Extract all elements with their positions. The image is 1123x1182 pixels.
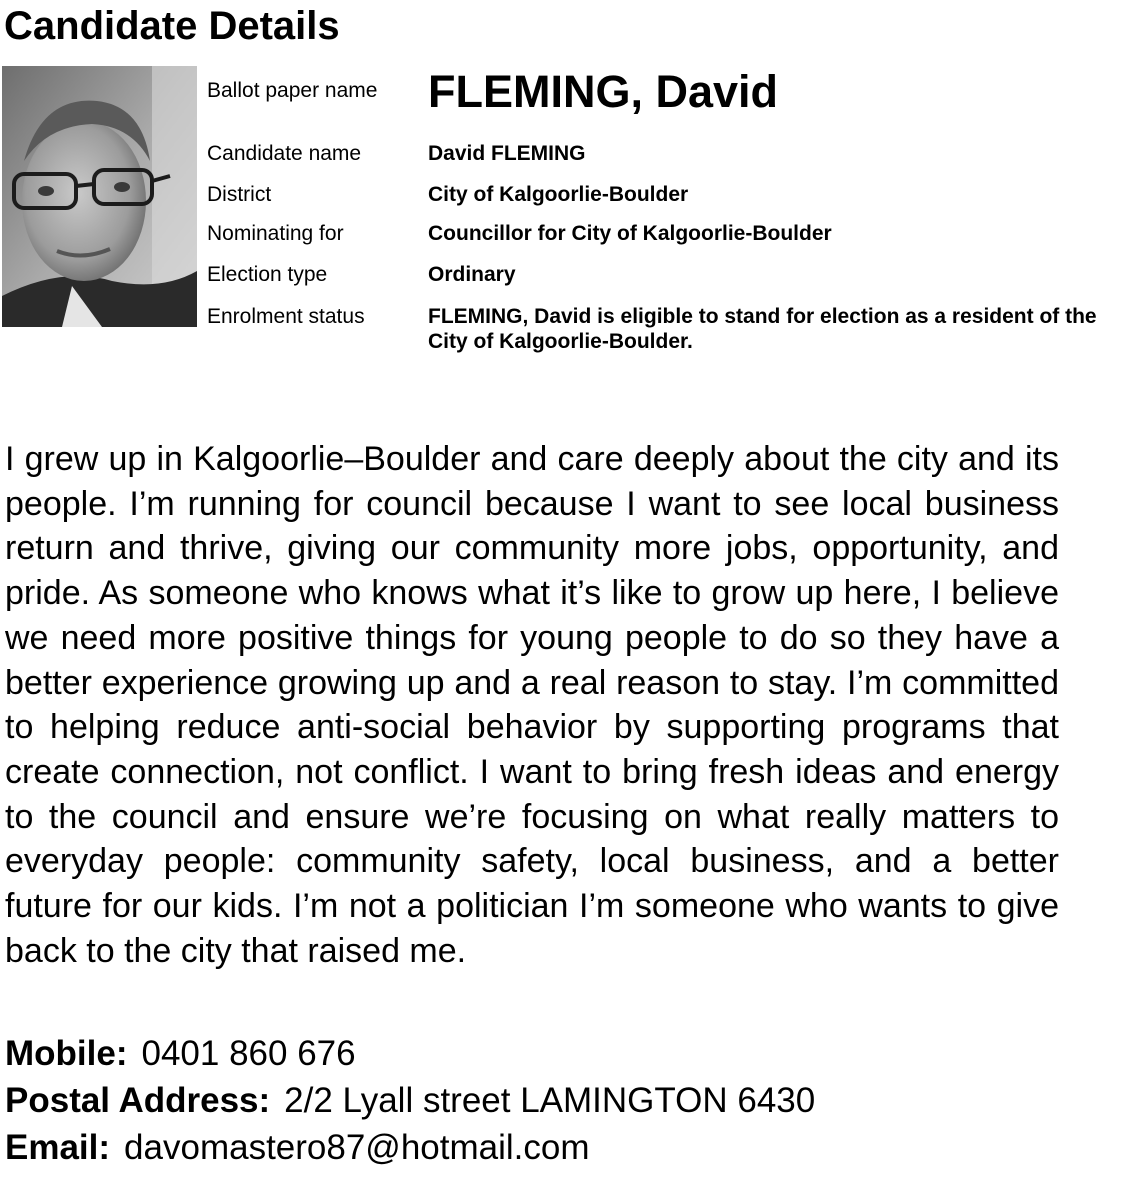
candidate-photo [2,66,197,327]
ballot-name-label: Ballot paper name [207,79,378,102]
postal-label: Postal Address: [5,1081,271,1120]
mobile-label: Mobile: [5,1034,128,1073]
nominating-for-value: Councillor for City of Kalgoorlie-Boulder [428,222,832,245]
contact-mobile [5,1033,356,1075]
page-title: Candidate Details [4,4,340,48]
contact-postal [5,1080,815,1122]
postal-value: 2/2 Lyall street LAMINGTON 6430 [284,1081,816,1120]
enrolment-status-value: FLEMING, David is eligible to stand for election as a resident of the City of Kalgoorlie-Boulder. [428,305,1097,353]
enrolment-status-label: Enrolment status [207,305,365,328]
email-label: Email: [5,1128,111,1167]
candidate-name-value: David FLEMING [428,142,586,165]
election-type-label: Election type [207,263,328,286]
nominating-for-label: Nominating for [207,222,344,245]
district-value: City of Kalgoorlie-Boulder [428,183,689,206]
mobile-value: 0401 860 676 [141,1034,356,1073]
candidate-statement: I grew up in Kalgoorlie–Boulder and care deeply about the city and its people. I’m running for council because I want to see local business return and thrive, giving our community more jobs, opportunity, and pride. As someone who knows what it’s like to grow up here, I believe we need more positive things for young people to do so they have a better experience growing up and a real reason to stay. I’m committed to helping reduce anti-social behavior by supporting programs that create connection, not conflict. I want to bring fresh ideas and energy to the council and ensure we’re focusing on what really matters to everyday people: community safety, local business, and a better future for our kids. I’m not a politician I’m someone who wants to give back to the city that raised me. [5,440,1059,970]
district-label: District [207,183,272,206]
ballot-name-value: FLEMING, David [428,66,779,117]
contact-email [5,1127,590,1169]
candidate-name-label: Candidate name [207,142,362,165]
election-type-value: Ordinary [428,263,516,286]
email-value: davomastero87@hotmail.com [124,1128,590,1167]
